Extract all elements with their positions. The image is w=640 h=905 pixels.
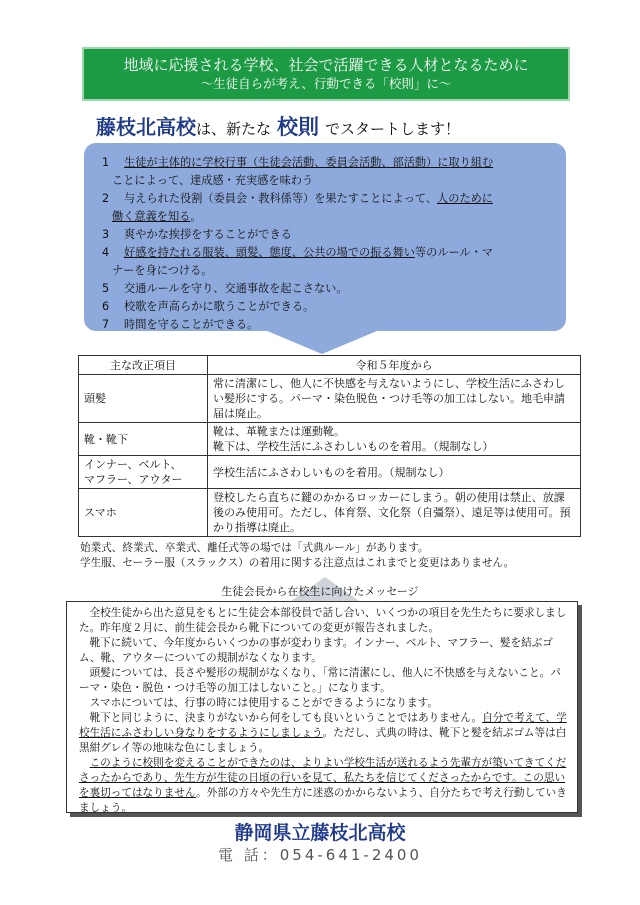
down-arrow-icon [260, 328, 384, 354]
rule-item-6 [102, 298, 552, 316]
rule-text: 。 [190, 210, 202, 223]
rule-number: 5 [102, 282, 110, 295]
table-header-new: 令和５年度から [208, 356, 581, 375]
rule-text-underlined: 好感を持たれる服装、頭髪、態度、公共の場での振る舞い [124, 246, 415, 259]
table-cell-desc: 常に清潔にし、他人に不快感を与えないようにし、学校生活にふさわしい髪形にする。パーマ・染色脱色・つけ毛等の加工はしない。地毛申請届は廃止。 [208, 375, 581, 423]
rule-changes-table [78, 355, 581, 537]
footer-school-name: 静岡県立藤枝北高校 [234, 822, 406, 844]
note-line: 始業式、終業式、卒業式、離任式等の場では「式典ルール」があります。 [80, 542, 429, 554]
headline [96, 114, 566, 142]
message-paragraph: 靴下に続いて、今年度からいくつかの事が変わります。インナー、ベルト、マフラー、髪を結ぶゴム、靴、アウターについての規制がなくなります。 [79, 637, 553, 664]
rule-item-4 [102, 244, 552, 280]
note-line: 学生服、セーラー服（スラックス）の着用に関する注意点はこれまでと変更はありません。 [80, 557, 515, 569]
headline-text-1: は、新たな [196, 120, 272, 138]
student-council-message [66, 601, 578, 813]
message-title: 生徒会長から在校生に向けたメッセージ [221, 585, 419, 598]
headline-rule: 校則 [277, 115, 320, 139]
footer-phone: 電 話：054-641-2400 [217, 846, 423, 864]
notes [80, 541, 590, 571]
message-paragraph [79, 711, 569, 756]
table-cell-line: マフラー、アウター [84, 473, 183, 486]
rule-number: 4 [102, 246, 110, 259]
table-cell-desc: 学校生活にふさわしいものを着用。（規制なし） [208, 456, 581, 489]
rule-number: 1 [102, 156, 110, 169]
rule-text-underlined: 働く意義を知る [112, 210, 191, 223]
table-cell-desc [208, 423, 581, 456]
rule-text: 校歌を声高らかに歌うことができる。 [124, 300, 315, 313]
rule-text-continued: ことによって、達成感・充実感を味わう [112, 174, 314, 187]
rule-item-5 [102, 280, 552, 298]
rule-text: 交通ルールを守り、交通事故を起こさない。 [124, 282, 348, 295]
table-cell-line: 靴下は、学校生活にふさわしいものを着用。（規制なし） [213, 440, 494, 453]
message-text: 。外部の方々や先生方に迷惑のかからないよう、自分たちで考え行動していきましょう。 [79, 787, 567, 814]
rule-item-3 [102, 226, 552, 244]
rule-text-underlined: 人のために [437, 192, 493, 205]
rule-number: 2 [102, 192, 110, 205]
rule-text-continued [102, 208, 552, 226]
table-cell-line: インナー、ベルト、 [84, 458, 182, 471]
message-paragraph [79, 756, 569, 816]
message-text-underlined: このように校則を変えることができたのは、よりよい学校生活が送れるよう先輩方が築いてきてくださったからであり、先生方が生徒の日頃の行いを見て、私たちを信じてくださったからです。この思いを裏切ってはなりません [79, 757, 567, 799]
rule-text: 時間を守ることができる。 [124, 318, 259, 331]
table-row [79, 423, 581, 456]
message-text: 。ただし、式典の時は、靴下と髪を結ぶゴム等は白黒紺グレイ等の地味な色にしましょう。 [79, 727, 567, 754]
message-text: 靴下と同じように、決まりがないから何をしても良いということではありません。 [89, 712, 483, 724]
table-cell-item: スマホ [79, 489, 208, 537]
rule-number: 6 [102, 300, 110, 313]
banner-title: 地域に応援される学校、社会で活躍できる人材となるために [123, 56, 529, 74]
banner-subtitle: ～生徒自らが考え、行動できる「校則」に～ [200, 76, 452, 91]
message-text-underlined: 自分で考えて、学校生活にふさわしい身なりをするようにしましょう [79, 712, 567, 739]
message-paragraph: 全校生徒から出た意見をもとに生徒会本部役員で話し合い、いくつかの項目を先生たちに要求しました。昨年度２月に、前生徒会長から靴下についての変更が報告されました。 [79, 607, 567, 634]
school-rules-list [84, 143, 566, 331]
rule-text: 等のルール・マ [414, 246, 493, 259]
rule-text-continued: ナーを身につける。 [112, 264, 213, 277]
headline-text-2: でスタートします！ [325, 120, 461, 138]
message-paragraph: 頭髪については、長さや髪形の規制がなくなり、「常に清潔にし、他人に不快感を与えないこと。パーマ・染色・脱色・つけ毛等の加工はしないこと。」になります。 [79, 667, 561, 694]
table-header-item: 主な改正項目 [79, 356, 208, 375]
message-paragraph: スマホについては、行事の時には使用することができるようになります。 [89, 697, 438, 709]
rule-number: 3 [102, 228, 110, 241]
table-cell-item: 靴・靴下 [79, 423, 208, 456]
rule-number: 7 [102, 318, 110, 331]
rule-text: 生徒が主体的に学校行事（生徒会活動、委員会活動、部活動）に取り組む [124, 156, 494, 169]
table-cell-item: 頭髪 [79, 375, 208, 423]
table-header-row [79, 356, 581, 375]
rule-item-2 [102, 190, 552, 226]
rule-text: 与えられた役割（委員会・教科係等）を果たすことによって、 [124, 192, 438, 205]
rule-item-1 [102, 154, 552, 190]
headline-school: 藤枝北高校 [96, 115, 196, 139]
table-row [79, 489, 581, 537]
table-row [79, 456, 581, 489]
table-cell-item [79, 456, 208, 489]
table-cell-line: 靴は、革靴または運動靴。 [213, 425, 345, 438]
table-cell-desc: 登校したら直ちに鍵のかかるロッカーにしまう。朝の使用は禁止、放課後のみ使用可。ただし、体育祭、文化祭（自彊祭）、遠足等は使用可。預かり指導は廃止。 [208, 489, 581, 537]
title-banner [82, 47, 570, 101]
rule-text: 爽やかな挨拶をすることができる [124, 228, 292, 241]
table-row [79, 375, 581, 423]
